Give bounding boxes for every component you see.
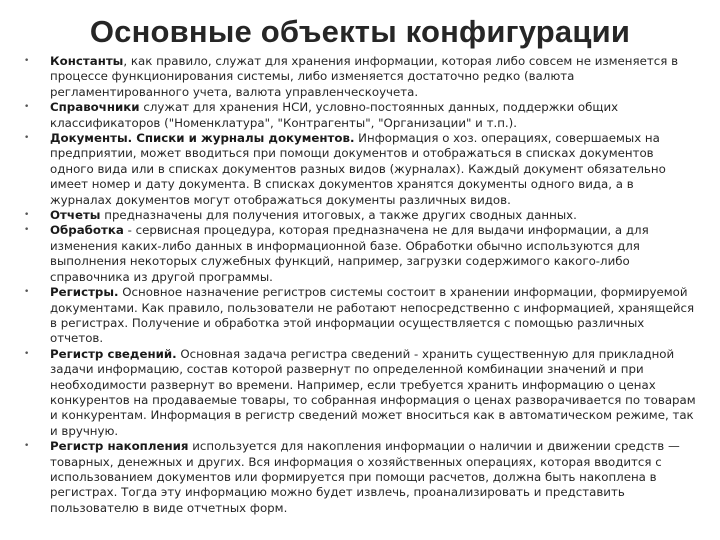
item-term: Регистр накопления xyxy=(50,439,189,454)
item-text: , как правило, служат для хранения информации, которая либо совсем не изменяется в процессе функционирования системы, либо изменяется достаточно редко (валюта регламентированного учета, валюта управленческоучета. xyxy=(50,54,679,99)
item-term: Обработка xyxy=(50,223,124,238)
item-term: Отчеты xyxy=(50,208,101,223)
item-term: Документы. Списки и журналы документов. xyxy=(50,131,355,146)
item-text: - сервисная процедура, которая предназначена не для выдачи информации, а для изменения каких-либо данных в информационной базе. Обработки обычно используются для выполнения некоторых служебных функций, например, загрузки содержимого какого-либо справочника из другой программы. xyxy=(50,223,649,284)
list-item-info-register xyxy=(24,347,698,439)
bullet-icon: • xyxy=(24,225,30,236)
item-text: Информация о хоз. операциях, совершаемых на предприятии, может вводиться при помощи документов и отображаться в списках документов одного вида или в списках документов разных видов (журналах). Каждый документ обязательно имеет номер и дату документа. В списках документов хранятся документы одного вида, а в журналах документов могут отображаться документы различных видов. xyxy=(50,131,666,207)
item-text: предназначены для получения итоговых, а также других сводных данных. xyxy=(100,208,577,223)
bullet-icon: • xyxy=(24,441,30,452)
list-item-reports xyxy=(24,208,698,223)
bullet-icon: • xyxy=(24,210,30,221)
bullet-icon: • xyxy=(24,133,30,144)
item-term: Регистр сведений. xyxy=(50,346,177,361)
item-term: Константы xyxy=(50,54,124,68)
list-item-processing xyxy=(24,223,698,285)
bullet-icon: • xyxy=(24,348,30,359)
bullet-icon: • xyxy=(24,287,30,298)
list-item-catalogs xyxy=(24,100,698,131)
bullet-list xyxy=(24,54,698,516)
bullet-icon: • xyxy=(24,56,30,66)
list-item-documents xyxy=(24,131,698,208)
item-text: служат для хранения НСИ, условно-постоянных данных, поддержки общих классификаторов ("Номенклатура", "Контрагенты", "Организации" и т.п.). xyxy=(50,100,619,130)
item-text: используется для накопления информации о наличии и движении средств — товарных, денежных и других. Вся информация о хозяйственных операциях, которая вводится с использованием документов или формируется при помощи расчетов, должна быть накоплена в регистрах. Тогда эту информацию можно будет извлечь, проанализировать и представить пользователю в виде отчетных форм. xyxy=(50,439,680,515)
item-term: Справочники xyxy=(50,100,140,115)
bullet-icon: • xyxy=(24,102,30,113)
item-term: Регистры. xyxy=(50,285,119,300)
slide-title: Основные объекты конфигурации xyxy=(89,14,631,49)
list-item-accumulation-register xyxy=(24,439,698,516)
list-item-registers xyxy=(24,285,698,347)
item-text: Основное назначение регистров системы состоит в хранении информации, формируемой документами. Как правило, пользователи не работают непосредственно с информацией, хранящейся в регистрах. Получение и обработка этой информации осуществляется с помощью различных отчетов. xyxy=(50,285,695,346)
item-text: Основная задача регистра сведений - хранить существенную для прикладной задачи информацию, состав которой развернут по определенной комбинации значений и при необходимости развернут во времени. Например, если требуется хранить информацию о ценах конкурентов на продаваемые товары, то собранная информация о ценах разворачивается по товарам и конкурентам. Информация в регистр сведений может вноситься как в автоматическом режиме, так и вручную. xyxy=(50,346,696,438)
list-item-constants xyxy=(24,54,698,100)
